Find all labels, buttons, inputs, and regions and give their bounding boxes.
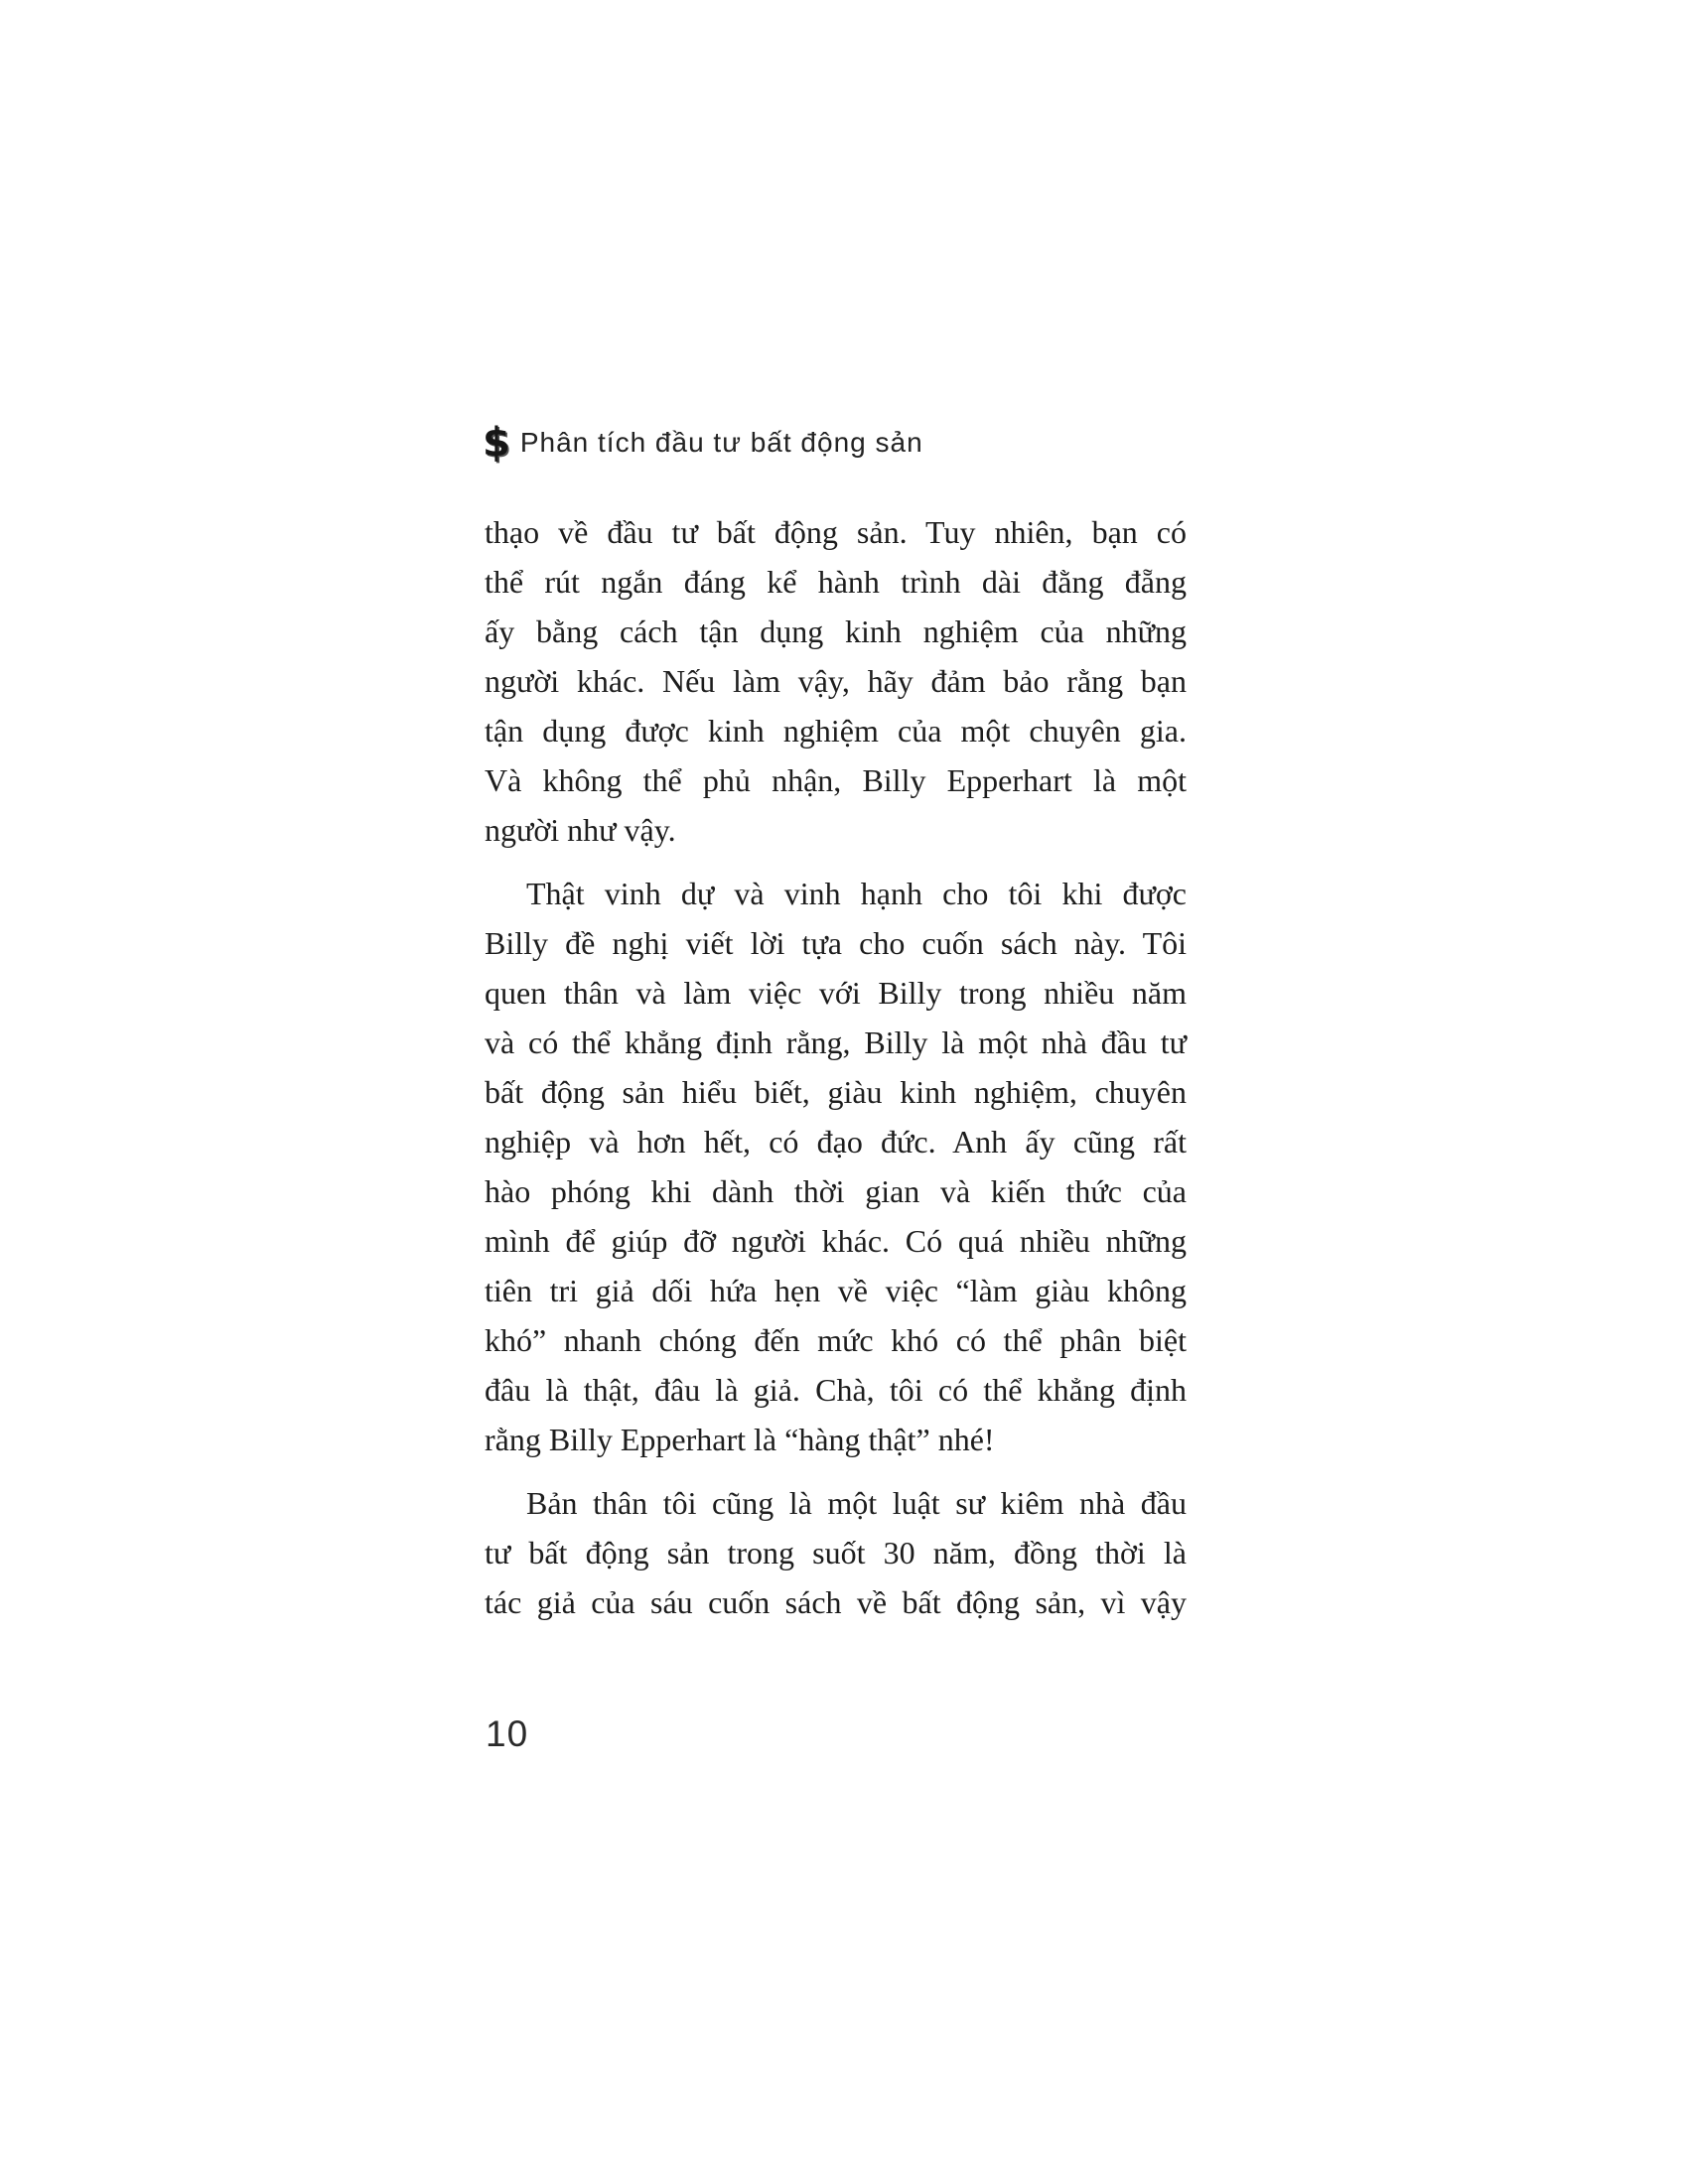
text-line: người như vậy. [485, 812, 676, 848]
running-head [483, 421, 923, 465]
text-line: quen thân và làm việc với Billy trong nhiều năm [485, 975, 1187, 1011]
text-line: tiên tri giả dối hứa hẹn về việc “làm giàu không [485, 1273, 1187, 1308]
text-line: rằng Billy Epperhart là “hàng thật” nhé! [485, 1422, 995, 1457]
text-line: đâu là thật, đâu là giả. Chà, tôi có thể khẳng định [485, 1372, 1187, 1408]
running-head-title: Phân tích đầu tư bất động sản [519, 427, 923, 458]
text-line: nghiệp và hơn hết, có đạo đức. Anh ấy cũng rất [485, 1124, 1187, 1160]
text-line: Thật vinh dự và vinh hạnh cho tôi khi được [526, 876, 1187, 911]
text-line: thể rút ngắn đáng kể hành trình dài đằng đẵng [485, 564, 1187, 600]
text-line: tác giả của sáu cuốn sách về bất động sản, vì vậy [485, 1584, 1187, 1620]
text-line: tận dụng được kinh nghiệm của một chuyên gia. [485, 713, 1187, 749]
text-line: bất động sản hiểu biết, giàu kinh nghiệm, chuyên [485, 1074, 1187, 1110]
paragraph [485, 507, 1187, 855]
page-number: 10 [486, 1713, 529, 1754]
text-line: hào phóng khi dành thời gian và kiến thức của [485, 1173, 1187, 1209]
dollar-icon: $ [483, 420, 510, 466]
text-line: khó” nhanh chóng đến mức khó có thể phân biệt [485, 1322, 1187, 1358]
text-line: Và không thể phủ nhận, Billy Epperhart là một [485, 762, 1187, 798]
paragraph [485, 1478, 1187, 1627]
paragraph [485, 869, 1187, 1464]
text-line: ấy bằng cách tận dụng kinh nghiệm của những [485, 614, 1187, 649]
text-line: mình để giúp đỡ người khác. Có quá nhiều những [485, 1223, 1187, 1259]
text-line: người khác. Nếu làm vậy, hãy đảm bảo rằng bạn [485, 663, 1187, 699]
text-line: và có thể khẳng định rằng, Billy là một nhà đầu tư [485, 1024, 1187, 1060]
text-line: Billy đề nghị viết lời tựa cho cuốn sách này. Tôi [485, 925, 1187, 961]
text-line: Bản thân tôi cũng là một luật sư kiêm nhà đầu [526, 1485, 1187, 1521]
text-line: thạo về đầu tư bất động sản. Tuy nhiên, bạn có [485, 514, 1187, 550]
body-text [485, 507, 1187, 1627]
text-line: tư bất động sản trong suốt 30 năm, đồng thời là [485, 1535, 1187, 1570]
